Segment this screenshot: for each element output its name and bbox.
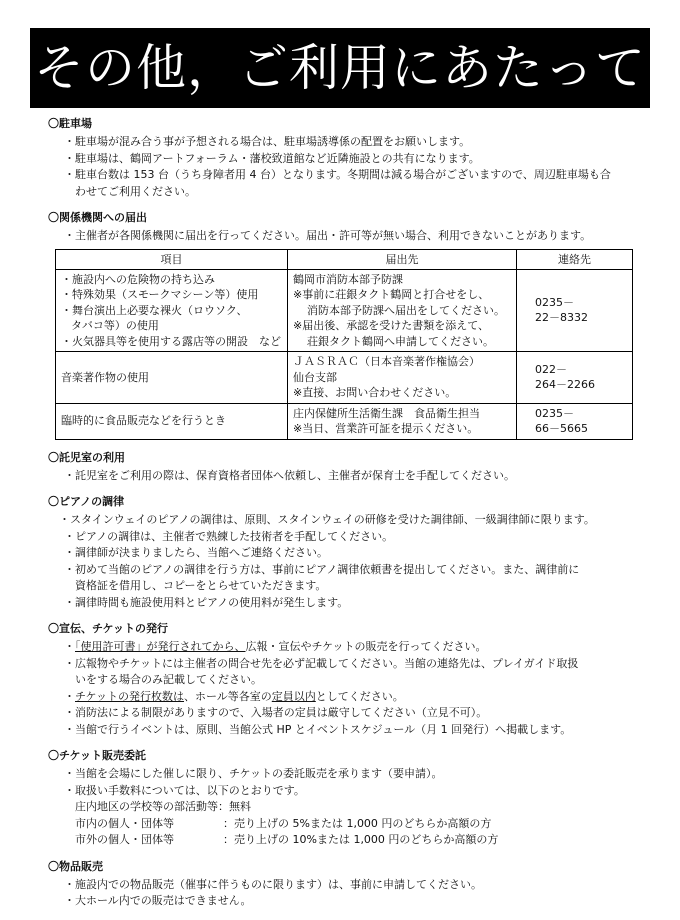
fee-amount: ：売り上げの 10%または 1,000 円のどちらか高額の方 bbox=[223, 833, 499, 846]
item-cell bbox=[56, 403, 288, 439]
list-item: ・駐車場が混み合う事が予想される場合は、駐車場誘導係の配置をお願いします。 bbox=[64, 135, 471, 148]
fee-row bbox=[48, 832, 638, 849]
cell-text: ・舞台演出上必要な裸火（ロウソク、 bbox=[61, 303, 248, 317]
section-intro: ・主催者が各関係機関に届出を行ってください。届出・許可等が無い場合、利用できないことがあります。 bbox=[64, 229, 592, 242]
cell-text: ・特殊効果（スモークマシーン等）使用 bbox=[61, 288, 259, 301]
list-item: ・スタインウェイのピアノの調律は、原則、スタインウェイの研修を受けた調律師、一級調律師に限ります。 bbox=[59, 513, 595, 526]
section-ticket-consignment bbox=[48, 748, 638, 849]
section-heading: 〇物品販売 bbox=[48, 859, 103, 873]
list-item-continuation: わせてご利用ください。 bbox=[75, 184, 196, 198]
cell-text: ※事前に荘銀タクト鶴岡と打合せをし、 bbox=[293, 288, 490, 301]
item-cell bbox=[56, 269, 288, 352]
fee-who: 市内の個人・団体等 bbox=[75, 816, 174, 830]
section-notifications bbox=[48, 210, 638, 440]
cell-text: ・火気器具等を使用する露店等の開設 など bbox=[61, 334, 281, 348]
column-header-item: 項目 bbox=[56, 249, 288, 269]
list-item: ・消防法による制限がありますので、入場者の定員は厳守してください（立見不可）。 bbox=[64, 706, 488, 719]
fee-who: 市外の個人・団体等 bbox=[75, 833, 174, 846]
notification-table bbox=[55, 249, 633, 440]
fee-row bbox=[48, 816, 638, 833]
phone-text: 0235－ bbox=[535, 406, 574, 420]
cell-text: 消防本部予防課へ届出をしてください。 bbox=[307, 303, 505, 317]
list-item: ・大ホール内での販売はできません。 bbox=[64, 894, 252, 907]
text: 広報・宣伝やチケットの販売を行ってください。 bbox=[245, 640, 487, 653]
list-item bbox=[48, 639, 638, 656]
underlined-text: 定員以内 bbox=[271, 689, 316, 703]
list-item: ・広報物やチケットには主催者の問合せ先を必ず記載してください。当館の連絡先は、プレイガイド取扱 bbox=[64, 656, 579, 670]
list-item-continuation: 資格証を借用し、コピーをとらせていただきます。 bbox=[75, 579, 327, 592]
cell-text: 荘銀タクト鶴岡へ申請してください。 bbox=[307, 334, 494, 348]
phone-text: 66－5665 bbox=[535, 422, 588, 435]
contact-cell bbox=[517, 352, 633, 404]
list-item bbox=[48, 689, 638, 706]
cell-text: ※届出後、承認を受けた書類を添えて、 bbox=[293, 319, 489, 332]
list-item: ・ピアノの調律は、主催者で熟練した技術者を手配してください。 bbox=[64, 529, 394, 543]
table-row bbox=[56, 403, 633, 439]
bullet: ・ bbox=[64, 689, 75, 703]
section-parking bbox=[48, 116, 638, 200]
list-item: ・初めて当館のピアノの調律を行う方は、事前にピアノ調律依頼書を提出してください。また、調律前に bbox=[64, 562, 580, 576]
cell-text: 仙台支部 bbox=[293, 370, 337, 384]
cell-text: タバコ等）の使用 bbox=[71, 319, 159, 332]
fee-amount: ：売り上げの 5%または 1,000 円のどちらか高額の方 bbox=[223, 816, 492, 830]
list-item: ・駐車台数は 153 台（うち身障者用 4 台）となります。冬期間は減る場合がございますので、周辺駐車場も合 bbox=[64, 168, 611, 181]
cell-text: 庄内保健所生活衛生課 食品衛生担当 bbox=[293, 406, 480, 420]
table-header-row bbox=[56, 249, 633, 269]
phone-text: 264－2266 bbox=[535, 378, 595, 392]
section-heading: 〇関係機関への届出 bbox=[48, 211, 147, 224]
list-item: ・取扱い手数料については、以下のとおりです。 bbox=[64, 783, 305, 797]
page-title: その他，ご利用にあたって bbox=[34, 39, 646, 97]
item-cell bbox=[56, 352, 288, 404]
text: としてください。 bbox=[315, 689, 404, 703]
destination-cell bbox=[288, 269, 517, 352]
section-heading: 〇託児室の利用 bbox=[48, 450, 125, 464]
cell-text: ※当日、営業許可証を提示ください。 bbox=[293, 422, 479, 435]
cell-text: 臨時的に食品販売などを行うとき bbox=[61, 414, 226, 428]
section-nursery bbox=[48, 450, 638, 485]
section-heading: 〇チケット販売委託 bbox=[48, 749, 147, 762]
list-item: ・調律時間も施設使用料とピアノの使用料が発生します。 bbox=[64, 595, 349, 609]
phone-text: 22－8332 bbox=[535, 311, 588, 325]
phone-text: 0235－ bbox=[535, 295, 574, 309]
section-goods bbox=[48, 859, 638, 910]
bullet: ・ bbox=[64, 640, 75, 653]
section-heading: 〇駐車場 bbox=[48, 117, 92, 130]
destination-cell bbox=[288, 352, 517, 404]
title-banner bbox=[30, 28, 650, 108]
contact-cell bbox=[517, 269, 633, 352]
table-row bbox=[56, 352, 633, 404]
cell-text: ※直接、お問い合わせください。 bbox=[293, 386, 457, 399]
list-item: ・託児室をご利用の際は、保育資格者団体へ依頼し、主催者が保育士を手配してください。 bbox=[64, 468, 515, 482]
underlined-text: 「使用許可書」が発行されてから、 bbox=[75, 640, 246, 653]
fee-school: 庄内地区の学校等の部活動等：無料 bbox=[75, 800, 251, 813]
section-piano bbox=[48, 494, 638, 611]
list-item: ・当館で行うイベントは、原則、当館公式 HP とイベントスケジュール（月 1 回発行）へ掲載します。 bbox=[64, 722, 572, 736]
list-item: ・施設内での物品販売（催事に伴うものに限ります）は、事前に申請してください。 bbox=[64, 877, 482, 891]
document-body bbox=[48, 116, 638, 920]
contact-cell bbox=[517, 403, 633, 439]
section-heading: 〇宣伝、チケットの発行 bbox=[48, 622, 169, 635]
table-row bbox=[56, 269, 633, 352]
destination-cell bbox=[288, 403, 517, 439]
column-header-destination: 届出先 bbox=[288, 249, 517, 269]
section-promotion bbox=[48, 621, 638, 738]
column-header-contact: 連絡先 bbox=[517, 249, 633, 269]
phone-text: 022－ bbox=[535, 362, 567, 376]
list-item-continuation: いをする場合のみ記載してください。 bbox=[75, 673, 262, 686]
list-item: ・調律師が決まりましたら、当館へご連絡ください。 bbox=[64, 546, 328, 559]
list-item: ・当館を会場にした催しに限り、チケットの委託販売を承ります（要申請）。 bbox=[64, 767, 443, 780]
text: 、ホール等各室の bbox=[184, 689, 272, 703]
cell-text: ・施設内への危険物の持ち込み bbox=[61, 272, 215, 286]
cell-text: 音楽著作物の使用 bbox=[61, 370, 149, 384]
underlined-text: チケットの発行枚数は bbox=[75, 689, 185, 703]
list-item: ・駐車場は、鶴岡アートフォーラム・藩校致道館など近隣施設との共有になります。 bbox=[64, 151, 480, 165]
cell-text: 鶴岡市消防本部予防課 bbox=[293, 272, 403, 286]
section-heading: 〇ピアノの調律 bbox=[48, 495, 125, 508]
cell-text: ＪＡＳＲＡＣ（日本音楽著作権協会） bbox=[293, 355, 480, 368]
